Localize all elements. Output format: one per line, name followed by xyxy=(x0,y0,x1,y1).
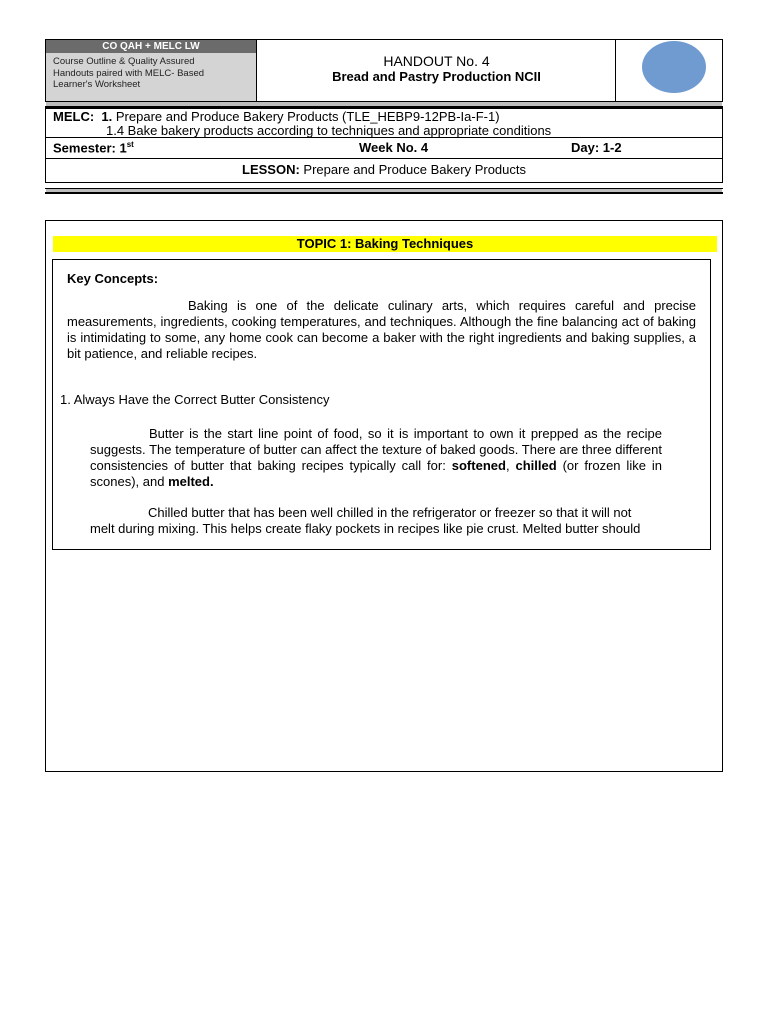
chilled-term: chilled xyxy=(515,458,557,473)
softened-term: softened xyxy=(451,458,506,473)
handout-title-cell xyxy=(257,40,616,101)
handout-header xyxy=(45,39,723,102)
description-line: Course Outline & Quality Assured xyxy=(53,56,195,67)
handout-number: HANDOUT No. 4 xyxy=(383,53,490,69)
description-line: Learner's Worksheet xyxy=(53,79,141,90)
melc-section xyxy=(45,108,723,138)
comma: , xyxy=(505,458,510,473)
frozen-text: (or frozen like in scones), and xyxy=(90,458,662,489)
tip-heading: 1. Always Have the Correct Butter Consistency xyxy=(60,392,330,407)
topic-banner xyxy=(53,236,717,252)
lesson-row xyxy=(45,158,723,183)
melc-competency: Prepare and Produce Bakery Products (TLE_HEBP9-12PB-Ia-F-1) xyxy=(115,109,500,124)
lesson xyxy=(46,162,722,177)
lesson-title: Prepare and Produce Bakery Products xyxy=(303,162,526,177)
semester-label: Semester: 1 xyxy=(53,140,127,156)
semester xyxy=(53,140,134,155)
chilled-butter-line-2: melt during mixing. This helps create flaky pockets in recipes like pie crust. Melted butter should xyxy=(90,521,641,536)
intro-paragraph: Baking is one of the delicate culinary arts, which requires careful and precise measurements, ingredients, cooking temperatures, and techniques. Although the fine balancing act of baking is intimidating to some, any home cook can become a baker with the right ingredients and baking supplies, a bit patience, and reliable recipes. xyxy=(67,298,696,361)
divider xyxy=(45,188,723,189)
course-outline-box xyxy=(46,40,257,101)
description-line: Handouts paired with MELC- Based xyxy=(53,67,205,79)
melted-term: melted. xyxy=(168,474,214,489)
school-logo-icon xyxy=(642,41,706,93)
topic-title: TOPIC 1: Baking Techniques xyxy=(296,236,474,251)
course-name: Bread and Pastry Production NCII xyxy=(332,69,541,84)
butter-paragraph xyxy=(90,426,662,490)
week-number: Week No. 4 xyxy=(359,140,429,155)
day-range: Day: 1-2 xyxy=(571,140,622,155)
melc-number: 1. xyxy=(101,109,113,124)
melc-line-1 xyxy=(53,109,500,124)
butter-text: Butter is the start line point of food, so it is important to own it prepped as the recipe suggests. The temperature of butter can affect the texture of baked goods. There are three different consistencies of butter that baking recipes typically call for: xyxy=(90,426,662,473)
divider xyxy=(45,192,723,194)
lesson-label: LESSON: xyxy=(242,162,300,177)
chilled-butter-line-1: Chilled butter that has been well chilled in the refrigerator or freezer so that it will not xyxy=(148,505,632,520)
divider xyxy=(45,101,723,102)
schedule-row xyxy=(45,137,723,159)
melc-line-2: 1.4 Bake bakery products according to techniques and appropriate conditions xyxy=(106,123,552,138)
key-concepts-box xyxy=(52,259,711,550)
melc-label: MELC: xyxy=(53,109,95,124)
key-concepts-heading: Key Concepts: xyxy=(67,271,159,286)
course-outline-description xyxy=(46,53,256,101)
course-outline-title: CO QAH + MELC LW xyxy=(46,40,256,53)
semester-suffix: st xyxy=(126,140,134,149)
